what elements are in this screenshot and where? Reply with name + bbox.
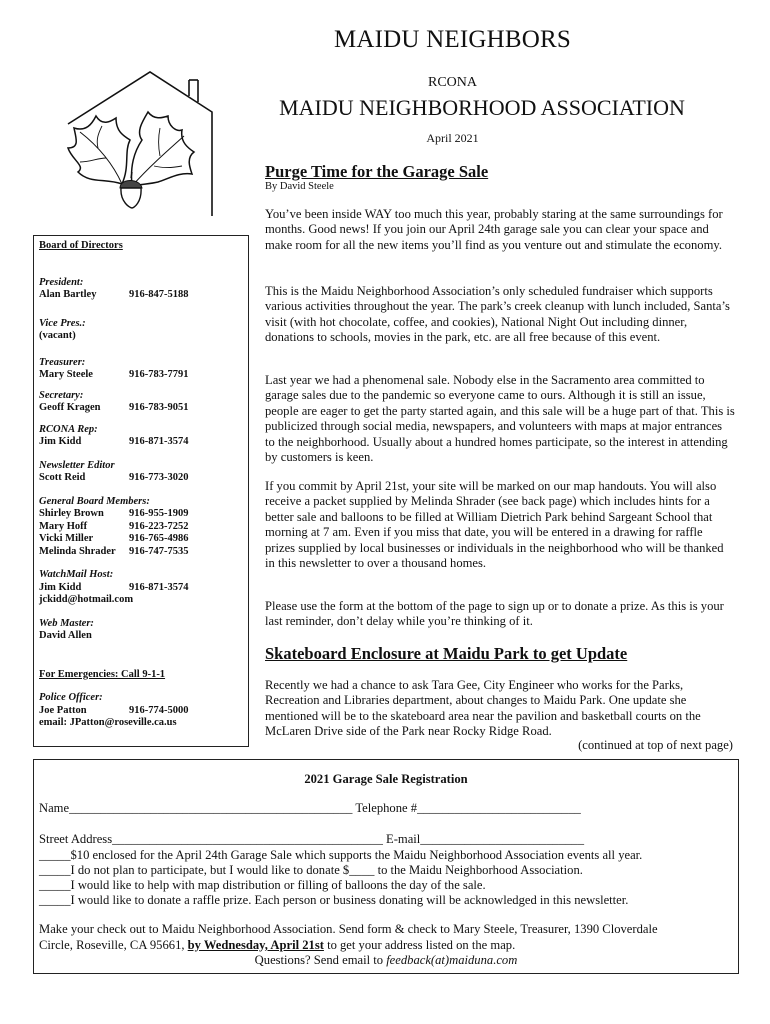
option-donate[interactable]: _____I do not plan to participate, but I would like to donate $____ to the Maidu Neighborhood Association.: [39, 863, 583, 877]
newsletter-subtitle: RCONA: [427, 75, 477, 90]
president-phone: 916-847-5188: [129, 289, 189, 300]
member-name: Vicki Miller: [39, 533, 94, 544]
member-name: Shirley Brown: [39, 508, 104, 519]
instructions-text: Circle, Roseville, CA 95661,: [39, 938, 188, 952]
rcona-rep-entry: [39, 424, 248, 449]
continued-note: (continued at top of next page): [578, 738, 733, 752]
option-raffle-prize[interactable]: _____I would like to donate a raffle prize. Each person or business donating will be acknowledged in this newsletter.: [39, 893, 629, 907]
member-row: [39, 521, 248, 534]
feedback-email: feedback(at)maiduna.com: [386, 953, 518, 967]
article-paragraph: If you commit by April 21st, your site will be marked on our map handouts. You will also receive a packet supplied by Melinda Shrader (see back page) which includes hints for a better sale and balloons to be filled at William Dietrich Park behind Sargeant School that morning at 7 am. Even if you miss that date, you will be entered in a drawing for raffle prizes supplied by local businesses or individuals in the neighborhood who will be thanked in this newsletter to over a thousand homes.: [265, 479, 724, 571]
treasurer-entry: [39, 357, 248, 382]
newsletter-phone: 916-773-3020: [129, 472, 189, 483]
form-title: 2021 Garage Sale Registration: [304, 772, 468, 786]
secretary-entry: [39, 390, 248, 415]
secretary-role: Secretary:: [39, 389, 84, 401]
article-paragraph: You’ve been inside WAY too much this year, probably staring at the same surroundings for months. Good news! If you join our April 24th garage sale you can clear your space and make room for all the new items you’ll find as you venture out and stimulate the economy.: [265, 207, 723, 252]
article-paragraph: Please use the form at the bottom of the page to sign up or to donate a prize. As this is your last reminder, don’t delay while you’re thinking of it.: [265, 599, 724, 629]
questions-text: Questions? Send email to: [254, 953, 387, 967]
member-phone: 916-223-7252: [129, 520, 189, 532]
president-role: President:: [39, 276, 84, 288]
police-phone: 916-774-5000: [129, 704, 189, 716]
oak-leaf-house-logo-icon: [50, 66, 220, 216]
member-phone: 916-747-7535: [129, 545, 189, 557]
watchmail-email: jckidd@hotmail.com: [39, 594, 134, 605]
secretary-name: Geoff Kragen: [39, 402, 101, 413]
vp-role: Vice Pres.:: [39, 317, 86, 329]
treasurer-role: Treasurer:: [39, 356, 86, 368]
newsletter-role: Newsletter Editor: [39, 459, 115, 471]
members-role: General Board Members:: [39, 495, 150, 507]
police-name: Joe Patton: [39, 704, 87, 716]
article-paragraph: Last year we had a phenomenal sale. Nobody else in the Sacramento area committed to garage sales due to the pandemic so everyone came to ours. Although it is still an issue, people are eager to get the party started again, and this sale will be a huge part of that. This is publicized through social media, newspapers, and volunteers with maps at major entrances to the neighborhood. Usually about a hundred homes participate, so the interest in attending by customers is keen.: [265, 373, 735, 465]
president-name: Alan Bartley: [39, 289, 97, 300]
treasurer-name: Mary Steele: [39, 369, 93, 380]
member-name: Melinda Shrader: [39, 545, 116, 557]
issue-date: April 2021: [426, 131, 479, 145]
article-skateboard-title: Skateboard Enclosure at Maidu Park to get Update: [265, 644, 628, 663]
police-role: Police Officer:: [39, 692, 103, 703]
member-name: Mary Hoff: [39, 520, 88, 532]
watchmail-phone: 916-871-3574: [129, 581, 189, 593]
article-paragraph: This is the Maidu Neighborhood Association’s only scheduled fundraiser which supports various activities throughout the year. The park’s creek cleanup with lunch included, Santa’s visit (with hot chocolate, coffee, and cookies), National Night Out including dinner, donations to schools, movies in the park, etc. are all free because of this event.: [265, 284, 730, 345]
article-garage-sale-title: Purge Time for the Garage Sale: [265, 162, 489, 181]
webmaster-name: David Allen: [39, 630, 92, 641]
name-phone-line[interactable]: Name_____________________________________________ Telephone #__________________________: [39, 801, 581, 815]
rcona-phone: 916-871-3574: [129, 436, 189, 447]
questions-line: [34, 953, 738, 968]
member-row: [39, 508, 248, 521]
general-members-entry: [39, 496, 248, 559]
board-heading: Board of Directors: [39, 240, 123, 251]
association-name: MAIDU NEIGHBORHOOD ASSOCIATION: [279, 95, 685, 120]
board-of-directors-box: [33, 235, 249, 747]
treasurer-phone: 916-783-7791: [129, 369, 189, 380]
member-phone: 916-955-1909: [129, 508, 189, 519]
article-byline: By David Steele: [265, 181, 334, 192]
member-row: [39, 546, 248, 559]
newsletter-editor-entry: [39, 460, 248, 485]
vp-name: (vacant): [39, 330, 76, 341]
member-phone: 916-765-4986: [129, 533, 189, 544]
webmaster-role: Web Master:: [39, 617, 94, 629]
secretary-phone: 916-783-9051: [129, 402, 189, 413]
police-email: email: JPatton@roseville.ca.us: [39, 717, 177, 728]
garage-sale-registration-form: [33, 759, 739, 974]
newsletter-title: MAIDU NEIGHBORS: [333, 26, 572, 53]
rcona-name: Jim Kidd: [39, 436, 82, 447]
newsletter-name: Scott Reid: [39, 472, 86, 483]
police-officer-entry: [39, 692, 248, 730]
option-help-map[interactable]: _____I would like to help with map distribution or filling of balloons the day of the sale.: [39, 878, 486, 892]
instructions-line-2: [39, 938, 515, 953]
president-entry: [39, 277, 248, 302]
rcona-role: RCONA Rep:: [39, 423, 98, 435]
option-10-dollar[interactable]: _____$10 enclosed for the April 24th Garage Sale which supports the Maidu Neighborhood Association events all year.: [39, 848, 643, 862]
watchmail-role: WatchMail Host:: [39, 569, 114, 580]
article-paragraph: Recently we had a chance to ask Tara Gee, City Engineer who works for the Parks, Recreation and Libraries department, about changes to Maidu Park. One update she mentioned will be to the skateboard area near the pavilion and basketball courts on the McLaren Drive side of the Park near Rocky Ridge Road.: [265, 678, 701, 739]
address-email-line[interactable]: Street Address___________________________________________ E-mail__________________________: [39, 832, 585, 846]
watchmail-entry: [39, 569, 248, 607]
vice-president-entry: [39, 318, 248, 343]
deadline-text: by Wednesday, April 21st: [187, 938, 324, 952]
webmaster-entry: [39, 618, 248, 643]
emergency-notice: For Emergencies: Call 9-1-1: [39, 668, 166, 680]
instructions-line-1: Make your check out to Maidu Neighborhood Association. Send form & check to Mary Steele, Treasurer, 1390 Cloverdale: [39, 922, 658, 936]
watchmail-name: Jim Kidd: [39, 581, 82, 593]
instructions-text: to get your address listed on the map.: [323, 938, 516, 952]
member-row: [39, 533, 248, 546]
